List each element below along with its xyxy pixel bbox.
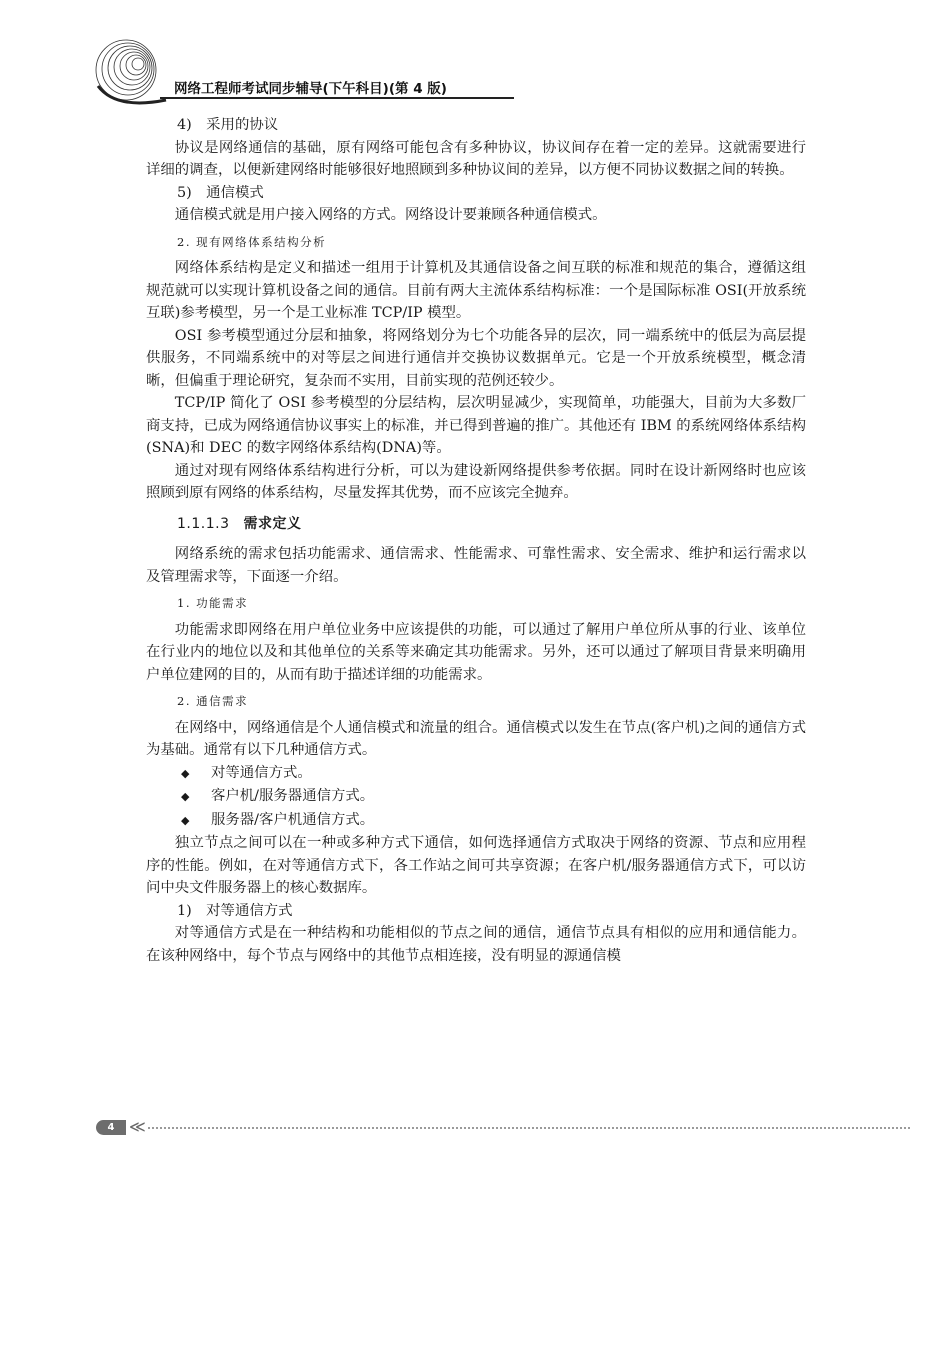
paragraph: OSI 参考模型通过分层和抽象，将网络划分为七个功能各异的层次，同一端系统中的低层为高层提供服务，不同端系统中的对等层之间进行通信并交换协议数据单元。它是一个开放系统模型，概念清晰，但偏重于理论研究，复杂而不实用，目前实现的范例还较少。 — [146, 327, 806, 389]
list-item: ◆ 对等通信方式。 — [146, 762, 806, 786]
paragraph: 功能需求即网络在用户单位业务中应该提供的功能，可以通过了解用户单位所从事的行业、该单位在行业内的地位以及和其他单位的关系等来确定其功能需求。另外，还可以通过了解项目背景来明确用户单位建网的目的，从而有助于描述详细的功能需求。 — [146, 621, 806, 683]
list-item: ◆ 客户机/服务器通信方式。 — [146, 785, 806, 809]
subheading-comm: 2. 通信需求 — [177, 694, 249, 708]
double-chevron-left-icon: ≪ — [129, 1117, 146, 1136]
subheading-func: 1. 功能需求 — [177, 596, 249, 610]
footer-dotted-rule — [148, 1127, 910, 1129]
section-heading — [146, 513, 806, 536]
paragraph: 网络系统的需求包括功能需求、通信需求、性能需求、可靠性需求、安全需求、维护和运行需求以及管理需求等，下面逐一介绍。 — [146, 546, 806, 585]
paragraph: 通过对现有网络体系结构进行分析，可以为建设新网络提供参考依据。同时在设计新网络时也应该照顾到原有网络的体系结构，尽量发挥其优势，而不应该完全抛弃。 — [146, 462, 806, 501]
section-number: 1.1.1.3 — [177, 515, 230, 532]
page-body — [146, 114, 806, 967]
paragraph: 对等通信方式是在一种结构和功能相似的节点之间的通信，通信节点具有相似的应用和通信能力。在该种网络中，每个节点与网络中的其他节点相连接，没有明显的源通信模 — [146, 925, 806, 964]
book-title: 网络工程师考试同步辅导(下午科目)(第 4 版) — [174, 81, 447, 97]
subheading-arch: 2. 现有网络体系结构分析 — [177, 234, 327, 249]
list-item: ◆ 服务器/客户机通信方式。 — [146, 809, 806, 833]
paragraph: 协议是网络通信的基础，原有网络可能包含有多种协议，协议间存在着一定的差异。这就需要进行详细的调查，以便新建网络时能够很好地照顾到多种协议间的差异，以方便不同协议数据之间的转换。 — [146, 139, 806, 178]
page-number: 4 — [96, 1120, 126, 1135]
paragraph: 在网络中，网络通信是个人通信模式和流量的组合。通信模式以发生在节点(客户机)之间的通信方式为基础。通常有以下几种通信方式。 — [146, 719, 806, 758]
bullet-diamond-icon: ◆ — [181, 766, 190, 780]
header-rule — [160, 97, 514, 99]
paragraph: TCP/IP 简化了 OSI 参考模型的分层结构，层次明显减少，实现简单，功能强大，目前为大多数厂商支持，已成为网络通信协议事实上的标准，并已得到普遍的推广。其他还有 IBM 的系统网络体系结构(SNA)和 DEC 的数字网络体系结构(DNA)等。 — [146, 395, 806, 456]
heading-p2p: 1) 对等通信方式 — [177, 902, 293, 919]
paragraph: 通信模式就是用户接入网络的方式。网络设计要兼顾各种通信模式。 — [174, 207, 607, 223]
paragraph: 独立节点之间可以在一种或多种方式下通信，如何选择通信方式取决于网络的资源、节点和应用程序的性能。例如，在对等通信方式下，各工作站之间可共享资源；在客户机/服务器通信方式下，可以访问中央文件服务器上的核心数据库。 — [146, 835, 806, 896]
heading-comm-mode: 5) 通信模式 — [177, 184, 264, 201]
bullet-diamond-icon: ◆ — [181, 790, 190, 803]
paragraph: 网络体系结构是定义和描述一组用于计算机及其通信设备之间互联的标准和规范的集合，遵循这组规范就可以实现计算机设备之间的通信。目前有两大主流体系结构标准：一个是国际标准 OSI(开放系统互联)参考模型，另一个是工业标准 TCP/IP 模型。 — [146, 260, 806, 321]
heading-protocol: 4) 采用的协议 — [177, 117, 279, 133]
page-footer — [96, 1118, 911, 1138]
section-title: 需求定义 — [243, 515, 302, 532]
bullet-diamond-icon: ◆ — [181, 813, 190, 827]
